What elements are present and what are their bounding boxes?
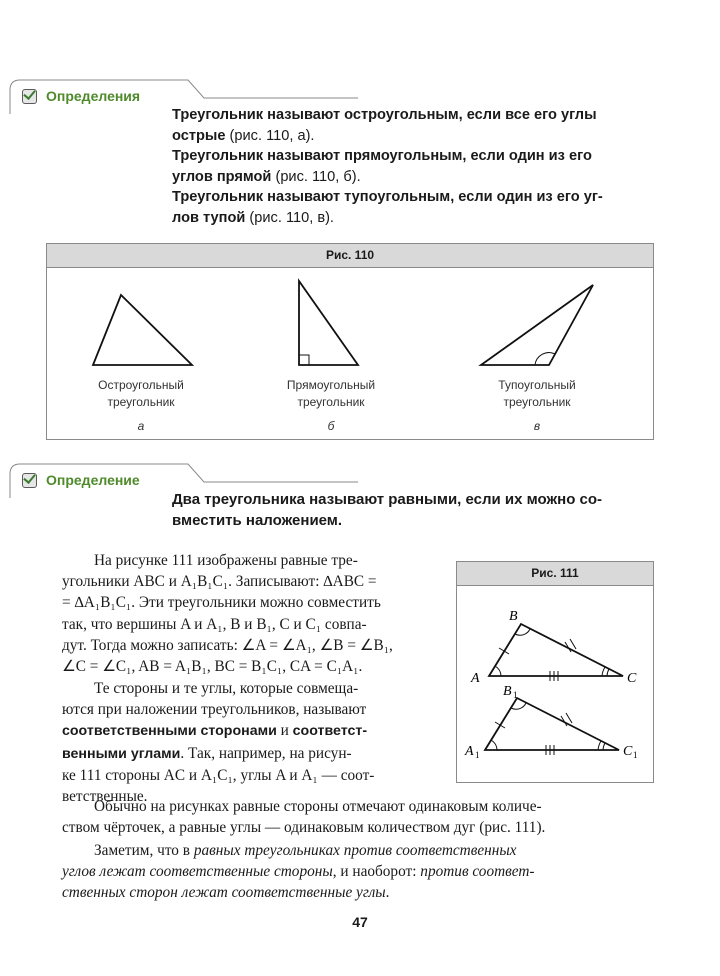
figure-110-title: Рис. 110: [47, 244, 653, 268]
label-c1-sub: 1: [633, 750, 638, 760]
label-b1: B: [503, 684, 512, 699]
triangles-110: [47, 267, 653, 439]
definition-title: Определение: [46, 472, 140, 488]
acute-triangle: [93, 295, 192, 365]
letter-b: б: [327, 419, 335, 433]
obtuse-triangle: [481, 285, 593, 365]
caption-right: Прямоугольный треугольник: [286, 378, 376, 409]
triangle-abc: [489, 624, 623, 676]
label-a1-sub: 1: [475, 750, 480, 760]
caption-obtuse: Тупоугольный треугольник: [498, 378, 576, 409]
label-c: C: [627, 671, 637, 686]
label-c1: C: [623, 744, 633, 759]
paragraph-2: Те стороны и те углы, которые совмеща- ются при наложении треугольников, называют соответственными сторонами и соответст- венными углами. Так, например, на рисун- ке 111 стороны AC и A₁C₁, углы A и A₁ — соот- ветственные.: [62, 680, 375, 806]
page-number: 47: [352, 914, 368, 930]
right-triangle: [299, 281, 358, 365]
label-b: B: [509, 609, 518, 624]
figure-111-title: Рис. 111: [457, 562, 653, 586]
letter-a: а: [137, 419, 145, 433]
definition-text: Два треугольника называют равными, если их можно со- вместить наложением.: [172, 491, 603, 529]
label-a: A: [471, 671, 480, 686]
label-a1: A: [465, 744, 474, 759]
figure-111: [456, 561, 654, 783]
caption-acute: Остроугольный треугольник: [98, 378, 184, 409]
definitions-title: Определения: [46, 88, 141, 104]
triangles-111: [457, 585, 653, 782]
letter-v: в: [533, 419, 541, 433]
definitions-text: Треугольник называют остроугольным, если все его углы острые (рис. 110, а). Треугольник называют прямоугольным, если один из его углов прямой (рис. 110, б). Треугольник называют тупоугольным, если один из его уг- лов тупой (рис. 110, в).: [172, 107, 603, 226]
triangle-a1b1c1: [485, 698, 619, 750]
paragraph-1: На рисунке 111 изображены равные тре- угольники ABC и A₁B₁C₁. Записывают: ∆ABC = = ∆A₁B₁C₁. Эти треугольники можно совместить так, что вершины A и A₁, B и B₁, C и C₁ совпа- дут. Тогда можно записать: ∠A = ∠A₁, ∠B = ∠B₁, ∠C = ∠C₁, AB = A₁B₁, BC = B₁C₁, CA = C₁A₁.: [62, 552, 393, 676]
label-b1-sub: 1: [513, 690, 518, 700]
figure-110: [46, 243, 654, 440]
paragraph-4: Заметим, что в равных треугольниках против соответственных углов лежат соответственные стороны, и наоборот: против соответ- ственных сторон лежат соответственные углы.: [62, 842, 535, 902]
paragraph-3: Обычно на рисунках равные стороны отмечают одинаковым количе- ством чёрточек, а равные углы — одинаковым количеством дуг (рис. 111).: [62, 798, 546, 837]
